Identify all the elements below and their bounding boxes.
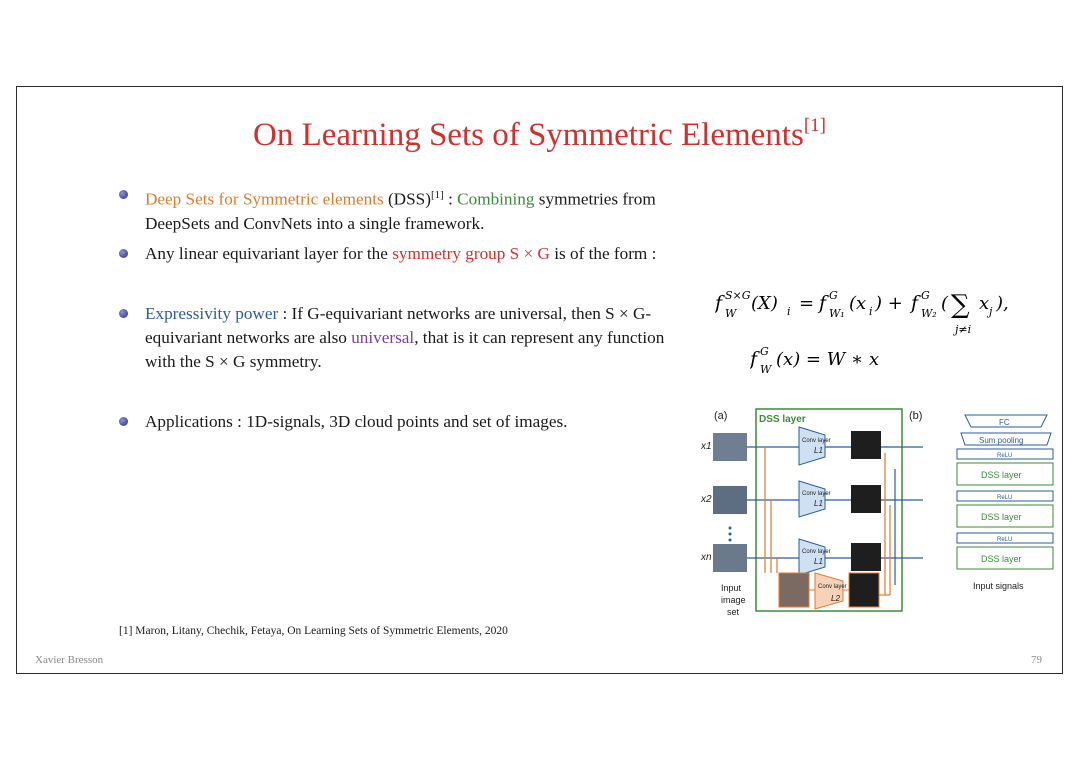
svg-text:∑: ∑ [951, 290, 970, 320]
svg-text:G: G [829, 289, 838, 302]
slide [16, 86, 1063, 674]
footnote: [1] Maron, Litany, Chechik, Fetaya, On Learning Sets of Symmetric Elements, 2020 [119, 625, 508, 637]
input-image-n [713, 544, 747, 572]
title-reference: [1] [803, 115, 826, 136]
author: Xavier Bresson [35, 654, 104, 666]
svg-text:f: f [750, 348, 758, 370]
svg-text:G: G [921, 289, 930, 302]
input-x1: x1 [701, 441, 712, 452]
input-image-2 [713, 486, 747, 514]
svg-text:L1: L1 [814, 557, 823, 566]
svg-text:f: f [715, 292, 723, 314]
dss-layer-title: DSS layer [759, 414, 806, 425]
svg-text:j≠i: j≠i [955, 323, 972, 336]
equation-dss-layer [715, 287, 1035, 339]
dss-architecture-diagram [697, 405, 1057, 617]
svg-text:W₁: W₁ [829, 307, 845, 320]
svg-text:L2: L2 [831, 594, 840, 603]
input-image-1 [713, 433, 747, 461]
svg-text:W₂: W₂ [921, 307, 937, 320]
svg-text:(: ( [941, 293, 949, 314]
svg-text:set: set [727, 607, 740, 617]
feature-map-n [851, 543, 881, 571]
svg-text:f: f [819, 292, 827, 314]
label-b: (b) [909, 410, 923, 422]
svg-text:i: i [787, 305, 791, 318]
bullet-expressivity: Expressivity power : If G-equivariant networks are universal, then S × G-equivariant networks are also universal, that is it can represent any function with the S × G symmetry. [117, 302, 677, 374]
slide-title: On Learning Sets of Symmetric Elements[1] [253, 115, 826, 153]
svg-text:FC: FC [999, 418, 1010, 427]
svg-text:L1: L1 [814, 499, 823, 508]
input-xn: xn [701, 552, 712, 563]
svg-text:L1: L1 [814, 446, 823, 455]
svg-text:=: = [799, 293, 815, 314]
bullet-dot-icon [119, 249, 128, 258]
bullet-dss: Deep Sets for Symmetric elements (DSS)[1] : Combining symmetries from DeepSets and ConvNets into a single framework. [117, 183, 677, 236]
svg-text:image: image [721, 595, 746, 605]
svg-text:Conv layer: Conv layer [802, 549, 831, 555]
svg-text:Conv layer: Conv layer [802, 438, 831, 444]
bullet-dot-icon [119, 190, 128, 199]
aggregated-feature-map [849, 573, 879, 607]
svg-text:Conv layer: Conv layer [802, 491, 831, 497]
svg-text:) +: ) + [875, 293, 903, 314]
svg-text:Conv layer: Conv layer [818, 584, 847, 590]
svg-text:(x) = W ∗ x: (x) = W ∗ x [776, 349, 880, 370]
bullet-dot-icon [119, 309, 128, 318]
aggregated-image [779, 573, 809, 607]
bullet-applications: Applications : 1D-signals, 3D cloud points and set of images. [117, 410, 677, 434]
svg-text:ReLU: ReLU [997, 495, 1013, 501]
svg-text:(X): (X) [751, 293, 778, 314]
input-signals-label: Input signals [973, 581, 1024, 591]
svg-text:DSS layer: DSS layer [981, 512, 1022, 522]
svg-text:),: ), [996, 293, 1009, 314]
svg-text:DSS layer: DSS layer [981, 470, 1022, 480]
feature-map-1 [851, 431, 881, 459]
input-x2: x2 [701, 494, 712, 505]
bullet-dot-icon [119, 417, 128, 426]
svg-text:i: i [869, 305, 873, 318]
svg-text:Sum pooling: Sum pooling [979, 436, 1024, 445]
page-number: 79 [1031, 654, 1042, 666]
svg-text:W: W [760, 363, 772, 375]
svg-text:j: j [989, 305, 993, 318]
svg-text:S×G: S×G [725, 289, 751, 302]
svg-text:ReLU: ReLU [997, 537, 1013, 543]
svg-text:Input: Input [721, 583, 742, 593]
svg-text:ReLU: ReLU [997, 453, 1013, 459]
bullet-linear-layer: Any linear equivariant layer for the symmetry group S × G is of the form : [117, 242, 677, 266]
equation-conv [750, 345, 890, 375]
svg-text:f: f [911, 292, 919, 314]
label-a: (a) [714, 410, 728, 422]
feature-map-2 [851, 485, 881, 513]
svg-text:G: G [760, 345, 769, 358]
conv-layer-l2 [815, 573, 843, 609]
svg-text:W: W [725, 307, 737, 320]
svg-text:DSS layer: DSS layer [981, 554, 1022, 564]
svg-text:(x: (x [849, 293, 867, 314]
bullet-list [117, 183, 677, 440]
svg-text:x: x [979, 293, 990, 314]
